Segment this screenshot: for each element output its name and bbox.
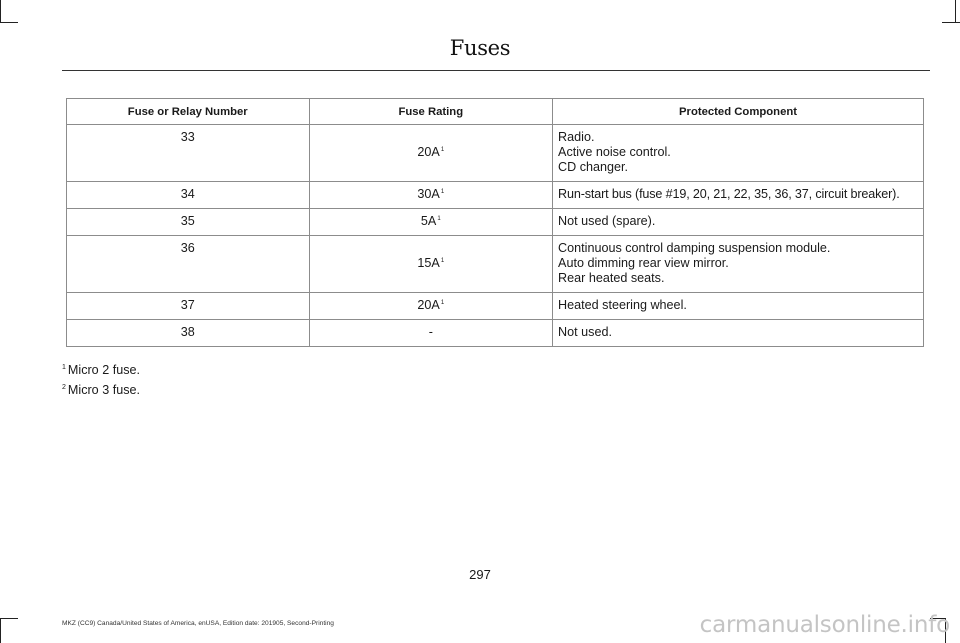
crop-mark	[955, 0, 956, 22]
table-row	[67, 182, 924, 209]
protected-component	[553, 236, 924, 293]
component-line: Radio.	[558, 130, 595, 144]
fuse-number: 34	[67, 182, 310, 209]
component-line: Heated steering wheel.	[558, 298, 687, 312]
fuse-rating	[309, 236, 553, 293]
edition-info: MKZ (CC9) Canada/United States of America, enUSA, Edition date: 201905, Second-Printing	[62, 620, 334, 627]
fuse-table	[66, 98, 924, 347]
component-line: Run-start bus (fuse #19, 20, 21, 22, 35, 36, 37, circuit breaker).	[558, 187, 900, 201]
component-line: Rear heated seats.	[558, 271, 665, 285]
column-header-component: Protected Component	[553, 99, 924, 125]
rating-value: -	[428, 325, 433, 339]
watermark: carmanualsonline.info	[699, 612, 950, 638]
protected-component	[553, 182, 924, 209]
rating-value: 15A	[417, 256, 440, 270]
rating-value: 20A	[417, 145, 440, 159]
rating-value: 5A	[420, 214, 437, 228]
fuse-number: 37	[67, 293, 310, 320]
fuse-number: 38	[67, 320, 310, 347]
crop-mark	[942, 22, 960, 23]
table-header-row	[67, 99, 924, 125]
footnote	[62, 363, 140, 377]
footnote-text: Micro 3 fuse.	[67, 383, 140, 397]
fuse-number: 35	[67, 209, 310, 236]
footnote-text: Micro 2 fuse.	[67, 363, 140, 377]
fuse-number: 33	[67, 125, 310, 182]
table-row	[67, 236, 924, 293]
component-line: Auto dimming rear view mirror.	[558, 256, 729, 270]
footnote-mark: 2	[62, 383, 66, 391]
footnote-mark: 1	[62, 363, 66, 371]
column-header-number: Fuse or Relay Number	[67, 99, 310, 125]
crop-mark	[0, 618, 18, 619]
rating-value: 20A	[417, 298, 440, 312]
footnote-ref: 1	[440, 146, 445, 153]
component-line: CD changer.	[558, 160, 629, 174]
crop-mark	[0, 22, 18, 23]
footnote-ref: 1	[440, 257, 445, 264]
column-header-rating: Fuse Rating	[309, 99, 553, 125]
table-row	[67, 209, 924, 236]
component-line: Not used (spare).	[558, 214, 656, 228]
fuse-rating	[309, 182, 553, 209]
fuse-rating	[309, 125, 553, 182]
table-row	[67, 125, 924, 182]
component-line: Continuous control damping suspension module.	[558, 241, 831, 255]
rating-value: 30A	[417, 187, 440, 201]
footnote-ref: 1	[440, 299, 445, 306]
footnote-ref: 1	[440, 188, 445, 195]
component-line: Active noise control.	[558, 145, 671, 159]
fuse-rating	[309, 320, 553, 347]
fuse-number: 36	[67, 236, 310, 293]
crop-mark	[0, 0, 1, 22]
table-row	[67, 293, 924, 320]
component-line: Not used.	[558, 325, 612, 339]
fuse-rating	[309, 209, 553, 236]
fuse-rating	[309, 293, 553, 320]
protected-component	[553, 125, 924, 182]
footnote-ref: 1	[437, 215, 441, 222]
protected-component	[553, 293, 924, 320]
title-divider	[62, 70, 930, 71]
protected-component	[553, 320, 924, 347]
crop-mark	[0, 618, 1, 643]
table-row	[67, 320, 924, 347]
page-number: 297	[469, 567, 491, 582]
page-title: Fuses	[449, 36, 511, 60]
footnote	[62, 383, 140, 397]
protected-component	[553, 209, 924, 236]
